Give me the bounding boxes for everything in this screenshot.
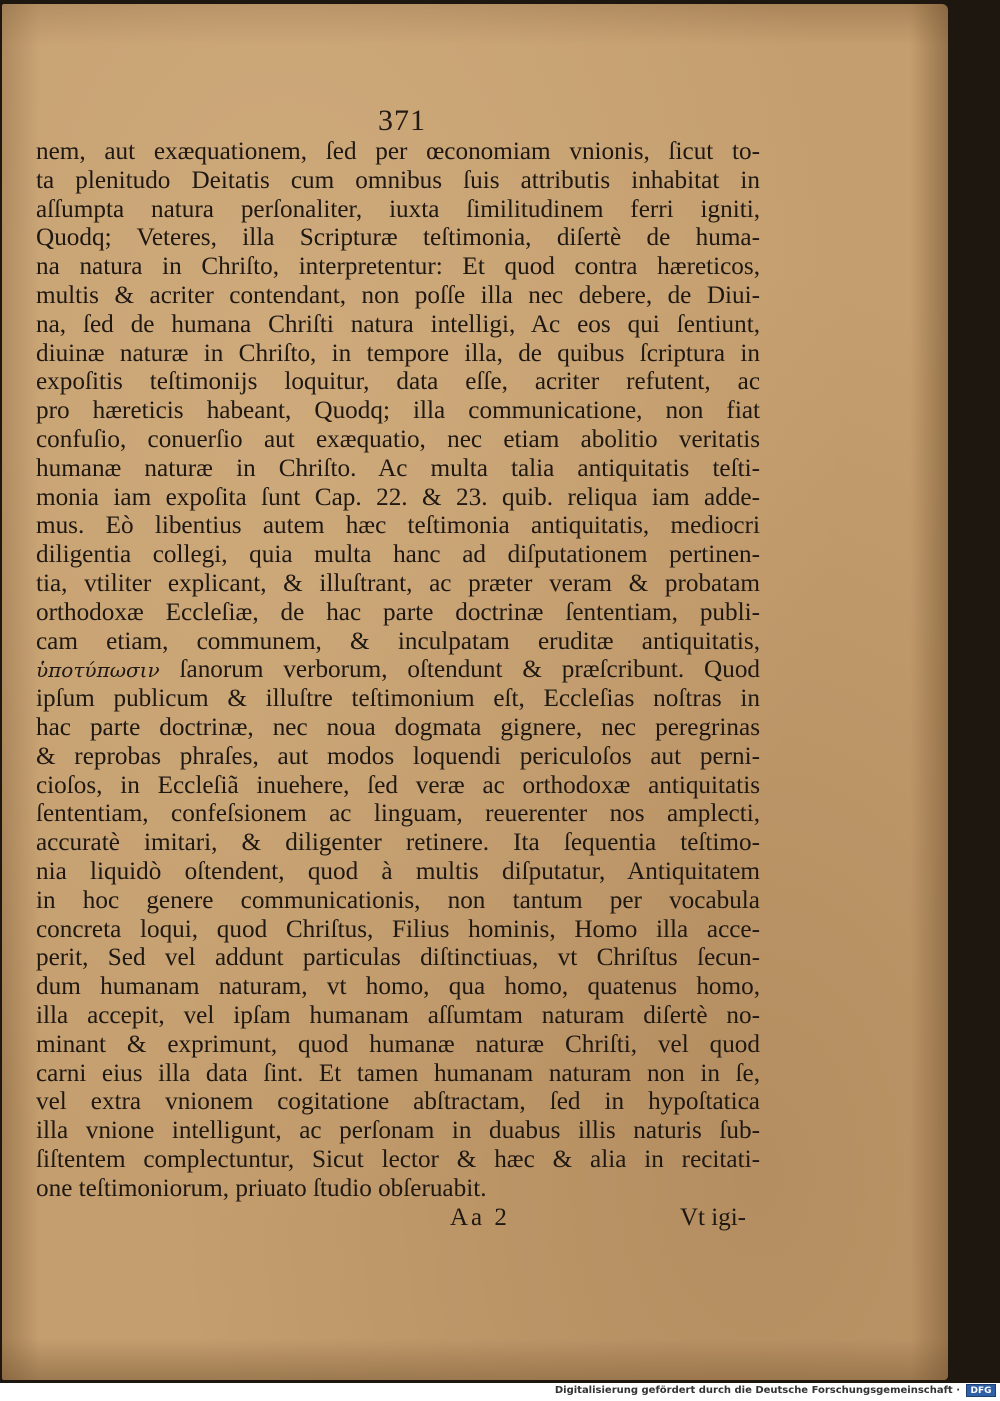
text-line: mus. Eò libentius autem hæc teſtimonia antiquitatis, mediocri xyxy=(36,512,760,540)
text-line: illa vnione intelligunt, ac perſonam in duabus illis naturis ſub- xyxy=(36,1117,760,1145)
text-line: expoſitis teſtimonijs loquitur, data eſſe, acriter refutent, ac xyxy=(36,368,760,396)
text-line: ta plenitudo Deitatis cum omnibus ſuis attributis inhabitat in xyxy=(36,166,760,194)
greek-word: ὑποτύπωσιν xyxy=(36,658,160,683)
text-line: diligentia collegi, quia multa hanc ad diſputationem pertinen- xyxy=(36,541,760,569)
text-line: in hoc genere communicationis, non tantum per vocabula xyxy=(36,886,760,914)
page-number: 371 xyxy=(378,104,426,137)
text-line: orthodoxæ Eccleſiæ, de hac parte doctrinæ ſententiam, publi- xyxy=(36,598,760,626)
text-line: & reprobas phraſes, aut modos loquendi periculoſos aut perni- xyxy=(36,742,760,770)
text-line: ipſum publicum & illuſtre teſtimonium eſt, Eccleſias noſtras in xyxy=(36,685,760,713)
text-line: dum humanam naturam, vt homo, qua homo, quatenus homo, xyxy=(36,973,760,1001)
body-text xyxy=(36,138,760,1203)
text-line: accuratè imitari, & diligenter retinere. Ita ſequentia teſtimo- xyxy=(36,829,760,857)
text-line: Quodq; Veteres, illa Scripturæ teſtimonia, diſertè de huma- xyxy=(36,224,760,252)
text-line: na natura in Chriſto, interpretentur: Et quod contra hæreticos, xyxy=(36,253,760,281)
text-line: illa accepit, vel ipſam humanam aſſumtam naturam diſertè no- xyxy=(36,1001,760,1029)
text-line: cam etiam, communem, & inculpatam eruditæ antiquitatis, xyxy=(36,627,760,655)
digitization-credit: Digitalisierung gefördert durch die Deutsche Forschungsgemeinschaft · xyxy=(554,1385,960,1396)
book-page xyxy=(2,4,948,1380)
text-line: perit, Sed vel addunt particulas diſtinctiuas, vt Chriſtus ſecun- xyxy=(36,944,760,972)
text-line: nem, aut exæquationem, ſed per œconomiam vnionis, ſicut to- xyxy=(36,138,760,165)
signature-mark: Aa 2 xyxy=(450,1204,510,1231)
catchword: Vt igi- xyxy=(680,1204,746,1231)
text-line-with-greek xyxy=(36,656,760,685)
text-line-last: one teſtimoniorum, priuato ſtudio obſeruabit. xyxy=(36,1174,487,1202)
text-line: ſententiam, confeſsionem ac linguam, reuerenter nos amplecti, xyxy=(36,800,760,828)
text-line: ſiſtentem complectuntur, Sicut lector & hæc & alia in recitati- xyxy=(36,1145,760,1173)
text-line: multis & acriter contendant, non poſſe illa nec debere, de Diui- xyxy=(36,281,760,309)
text-line: na, ſed de humana Chriſti natura intelligi, Ac eos qui ſentiunt, xyxy=(36,310,760,338)
text-line: nia liquidò oſtendent, quod à multis diſputatur, Antiquitatem xyxy=(36,857,760,885)
text-line: aſſumpta natura perſonaliter, iuxta ſimilitudinem ferri igniti, xyxy=(36,195,760,223)
text-line: tia, vtiliter explicant, & illuſtrant, ac præter veram & probatam xyxy=(36,569,760,597)
text-line: minant & exprimunt, quod humanæ naturæ Chriſti, vel quod xyxy=(36,1030,760,1058)
text-line: concreta loqui, quod Chriſtus, Filius hominis, Homo illa acce- xyxy=(36,915,760,943)
text-line: confuſio, conuerſio aut exæquatio, nec etiam abolitio veritatis xyxy=(36,425,760,453)
text-line: monia iam expoſita ſunt Cap. 22. & 23. quib. reliqua iam adde- xyxy=(36,483,760,511)
text-line: ſanorum verborum, oſtendunt & præſcribunt. Quod xyxy=(179,656,761,684)
text-line: carni eius illa data ſint. Et tamen humanam naturam non in ſe, xyxy=(36,1059,760,1087)
dfg-logo: DFG xyxy=(966,1384,996,1397)
text-line: vel extra vnionem cogitatione abſtractam, ſed in hypoſtatica xyxy=(36,1088,760,1116)
text-line: diuinæ naturæ in Chriſto, in tempore illa, de quibus ſcriptura in xyxy=(36,339,760,367)
text-line: hac parte doctrinæ, nec noua dogmata gignere, nec peregrinas xyxy=(36,713,760,741)
text-line: humanæ naturæ in Chriſto. Ac multa talia antiquitatis teſti- xyxy=(36,454,760,482)
text-line: cioſos, in Eccleſiã inuehere, ſed veræ ac orthodoxæ antiquitatis xyxy=(36,771,760,799)
text-line: pro hæreticis habeant, Quodq; illa communicatione, non fiat xyxy=(36,397,760,425)
